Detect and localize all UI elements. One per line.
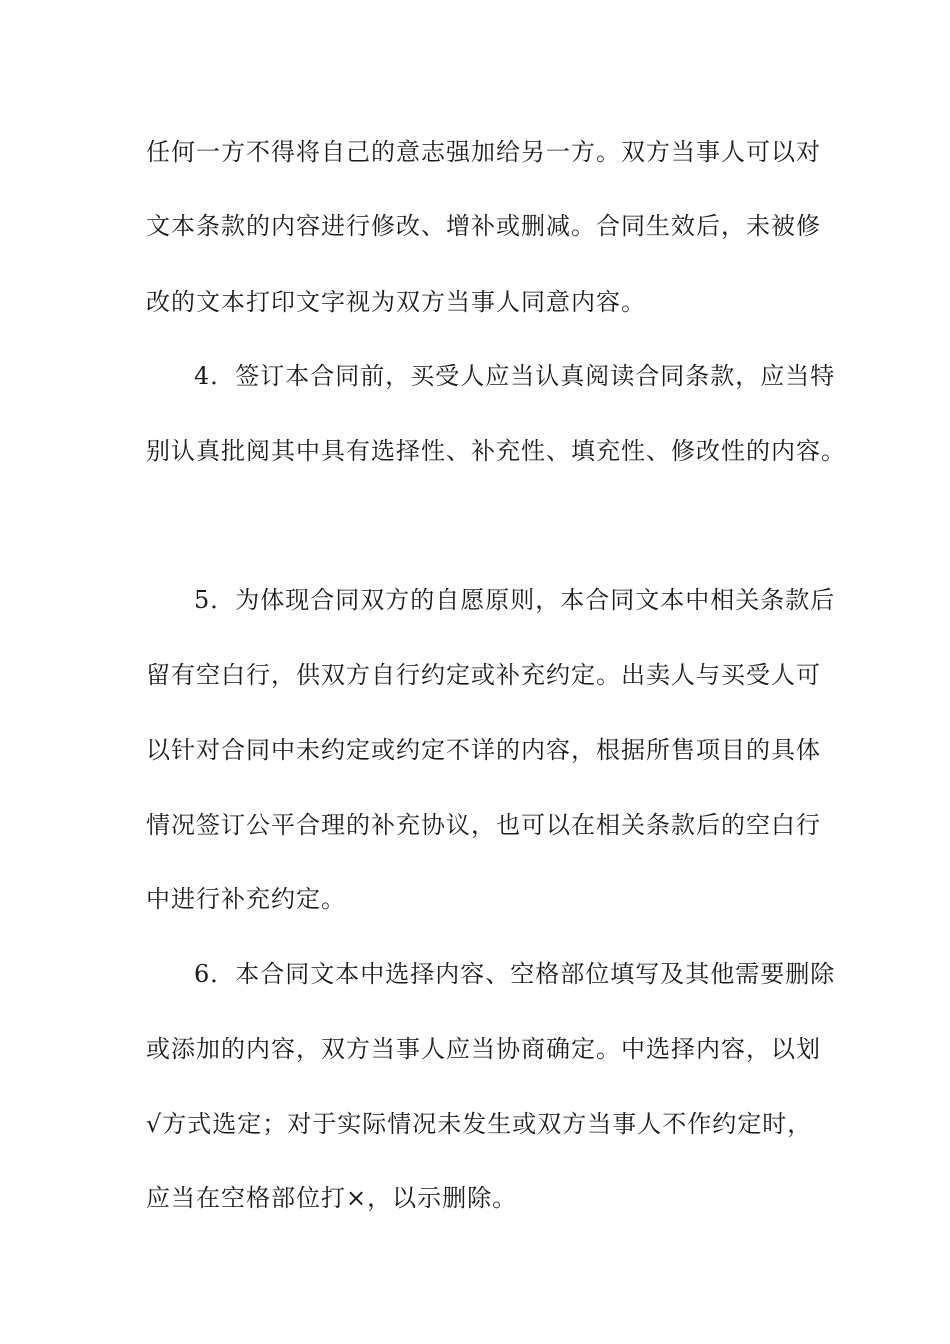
text-line: 改的文本打印文字视为双方当事人同意内容。	[146, 288, 646, 316]
text-line: 文本条款的内容进行修改、增补或删减。合同生效后，未被修	[146, 212, 821, 240]
text-line: 5．为体现合同双方的自愿原则，本合同文本中相关条款后	[194, 586, 836, 614]
text-line: 应当在空格部位打×，以示删除。	[146, 1184, 518, 1212]
text-line: 4．签订本合同前，买受人应当认真阅读合同条款，应当特	[194, 362, 836, 390]
text-line: 以针对合同中未约定或约定不详的内容，根据所售项目的具体	[146, 736, 821, 764]
text-line: 中进行补充约定。	[146, 885, 346, 913]
text-line: 6．本合同文本中选择内容、空格部位填写及其他需要删除	[194, 960, 836, 988]
text-line: 或添加的内容，双方当事人应当协商确定。中选择内容，以划	[146, 1035, 821, 1063]
text-line: √方式选定；对于实际情况未发生或双方当事人不作约定时，	[146, 1110, 813, 1138]
text-line: 别认真批阅其中具有选择性、补充性、填充性、修改性的内容。	[146, 437, 846, 465]
text-line: 留有空白行，供双方自行约定或补充约定。出卖人与买受人可	[146, 661, 821, 689]
text-line: 任何一方不得将自己的意志强加给另一方。双方当事人可以对	[146, 138, 821, 166]
text-line: 情况签订公平合理的补充协议，也可以在相关条款后的空白行	[146, 811, 821, 839]
